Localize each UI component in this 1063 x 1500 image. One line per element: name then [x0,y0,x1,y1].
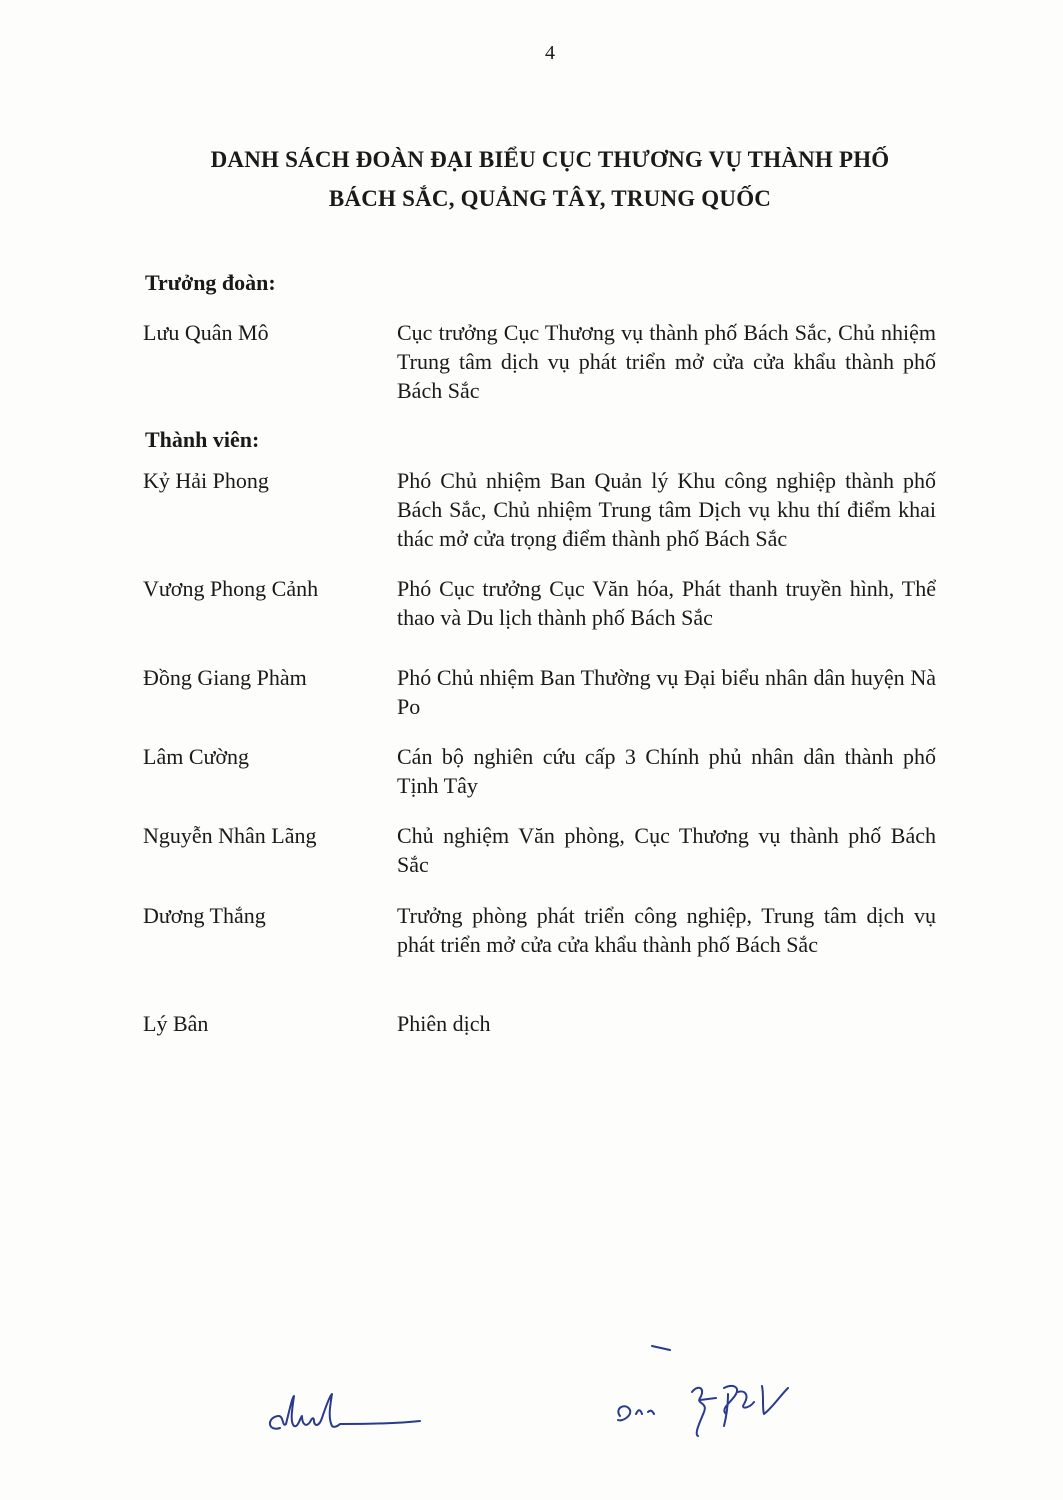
member-name: Nguyễn Nhân Lãng [143,823,317,848]
left-signature [262,1388,432,1444]
member-role: Trưởng phòng phát triển công nghiệp, Trung tâm dịch vụ phát triển mở cửa cửa khẩu thành phố Bách Sắc [397,903,936,957]
member-role: Phó Chủ nhiệm Ban Quản lý Khu công nghiệp thành phố Bách Sắc, Chủ nhiệm Trung tâm Dịch vụ khu thí điểm khai thác mở cửa trọng điểm thành phố Bách Sắc [397,468,936,551]
head-label: Trưởng đoàn: [145,270,276,295]
member-role: Phó Cục trưởng Cục Văn hóa, Phát thanh truyền hình, Thể thao và Du lịch thành phố Bách Sắc [397,576,936,630]
member-role: Phiên dịch [397,1011,491,1036]
member-name: Lý Bân [143,1011,209,1036]
member-name: Kỷ Hải Phong [143,468,269,493]
title-line-2: BÁCH SẮC, QUẢNG TÂY, TRUNG QUỐC [328,186,772,211]
page-number: 4 [545,42,555,64]
member-role: Chủ nghiệm Văn phòng, Cục Thương vụ thành phố Bách Sắc [397,823,936,877]
head-role: Cục trưởng Cục Thương vụ thành phố Bách Sắc, Chủ nhiệm Trung tâm dịch vụ phát triển mở cửa cửa khẩu thành phố Bách Sắc [397,320,936,403]
member-name: Lâm Cường [143,744,250,769]
member-name: Đồng Giang Phàm [143,665,307,690]
document-title [120,140,980,218]
member-name: Vương Phong Cảnh [143,576,319,601]
member-role: Phó Chủ nhiệm Ban Thường vụ Đại biểu nhân dân huyện Nà Po [397,665,936,719]
member-role: Cán bộ nghiên cứu cấp 3 Chính phủ nhân dân thành phố Tịnh Tây [397,744,936,798]
members-label: Thành viên: [145,427,260,452]
right-signature [612,1338,802,1444]
head-name: Lưu Quân Mô [143,320,269,345]
title-line-1: DANH SÁCH ĐOÀN ĐẠI BIỂU CỤC THƯƠNG VỤ THÀNH PHỐ [210,147,890,172]
member-name: Dương Thắng [143,903,266,928]
